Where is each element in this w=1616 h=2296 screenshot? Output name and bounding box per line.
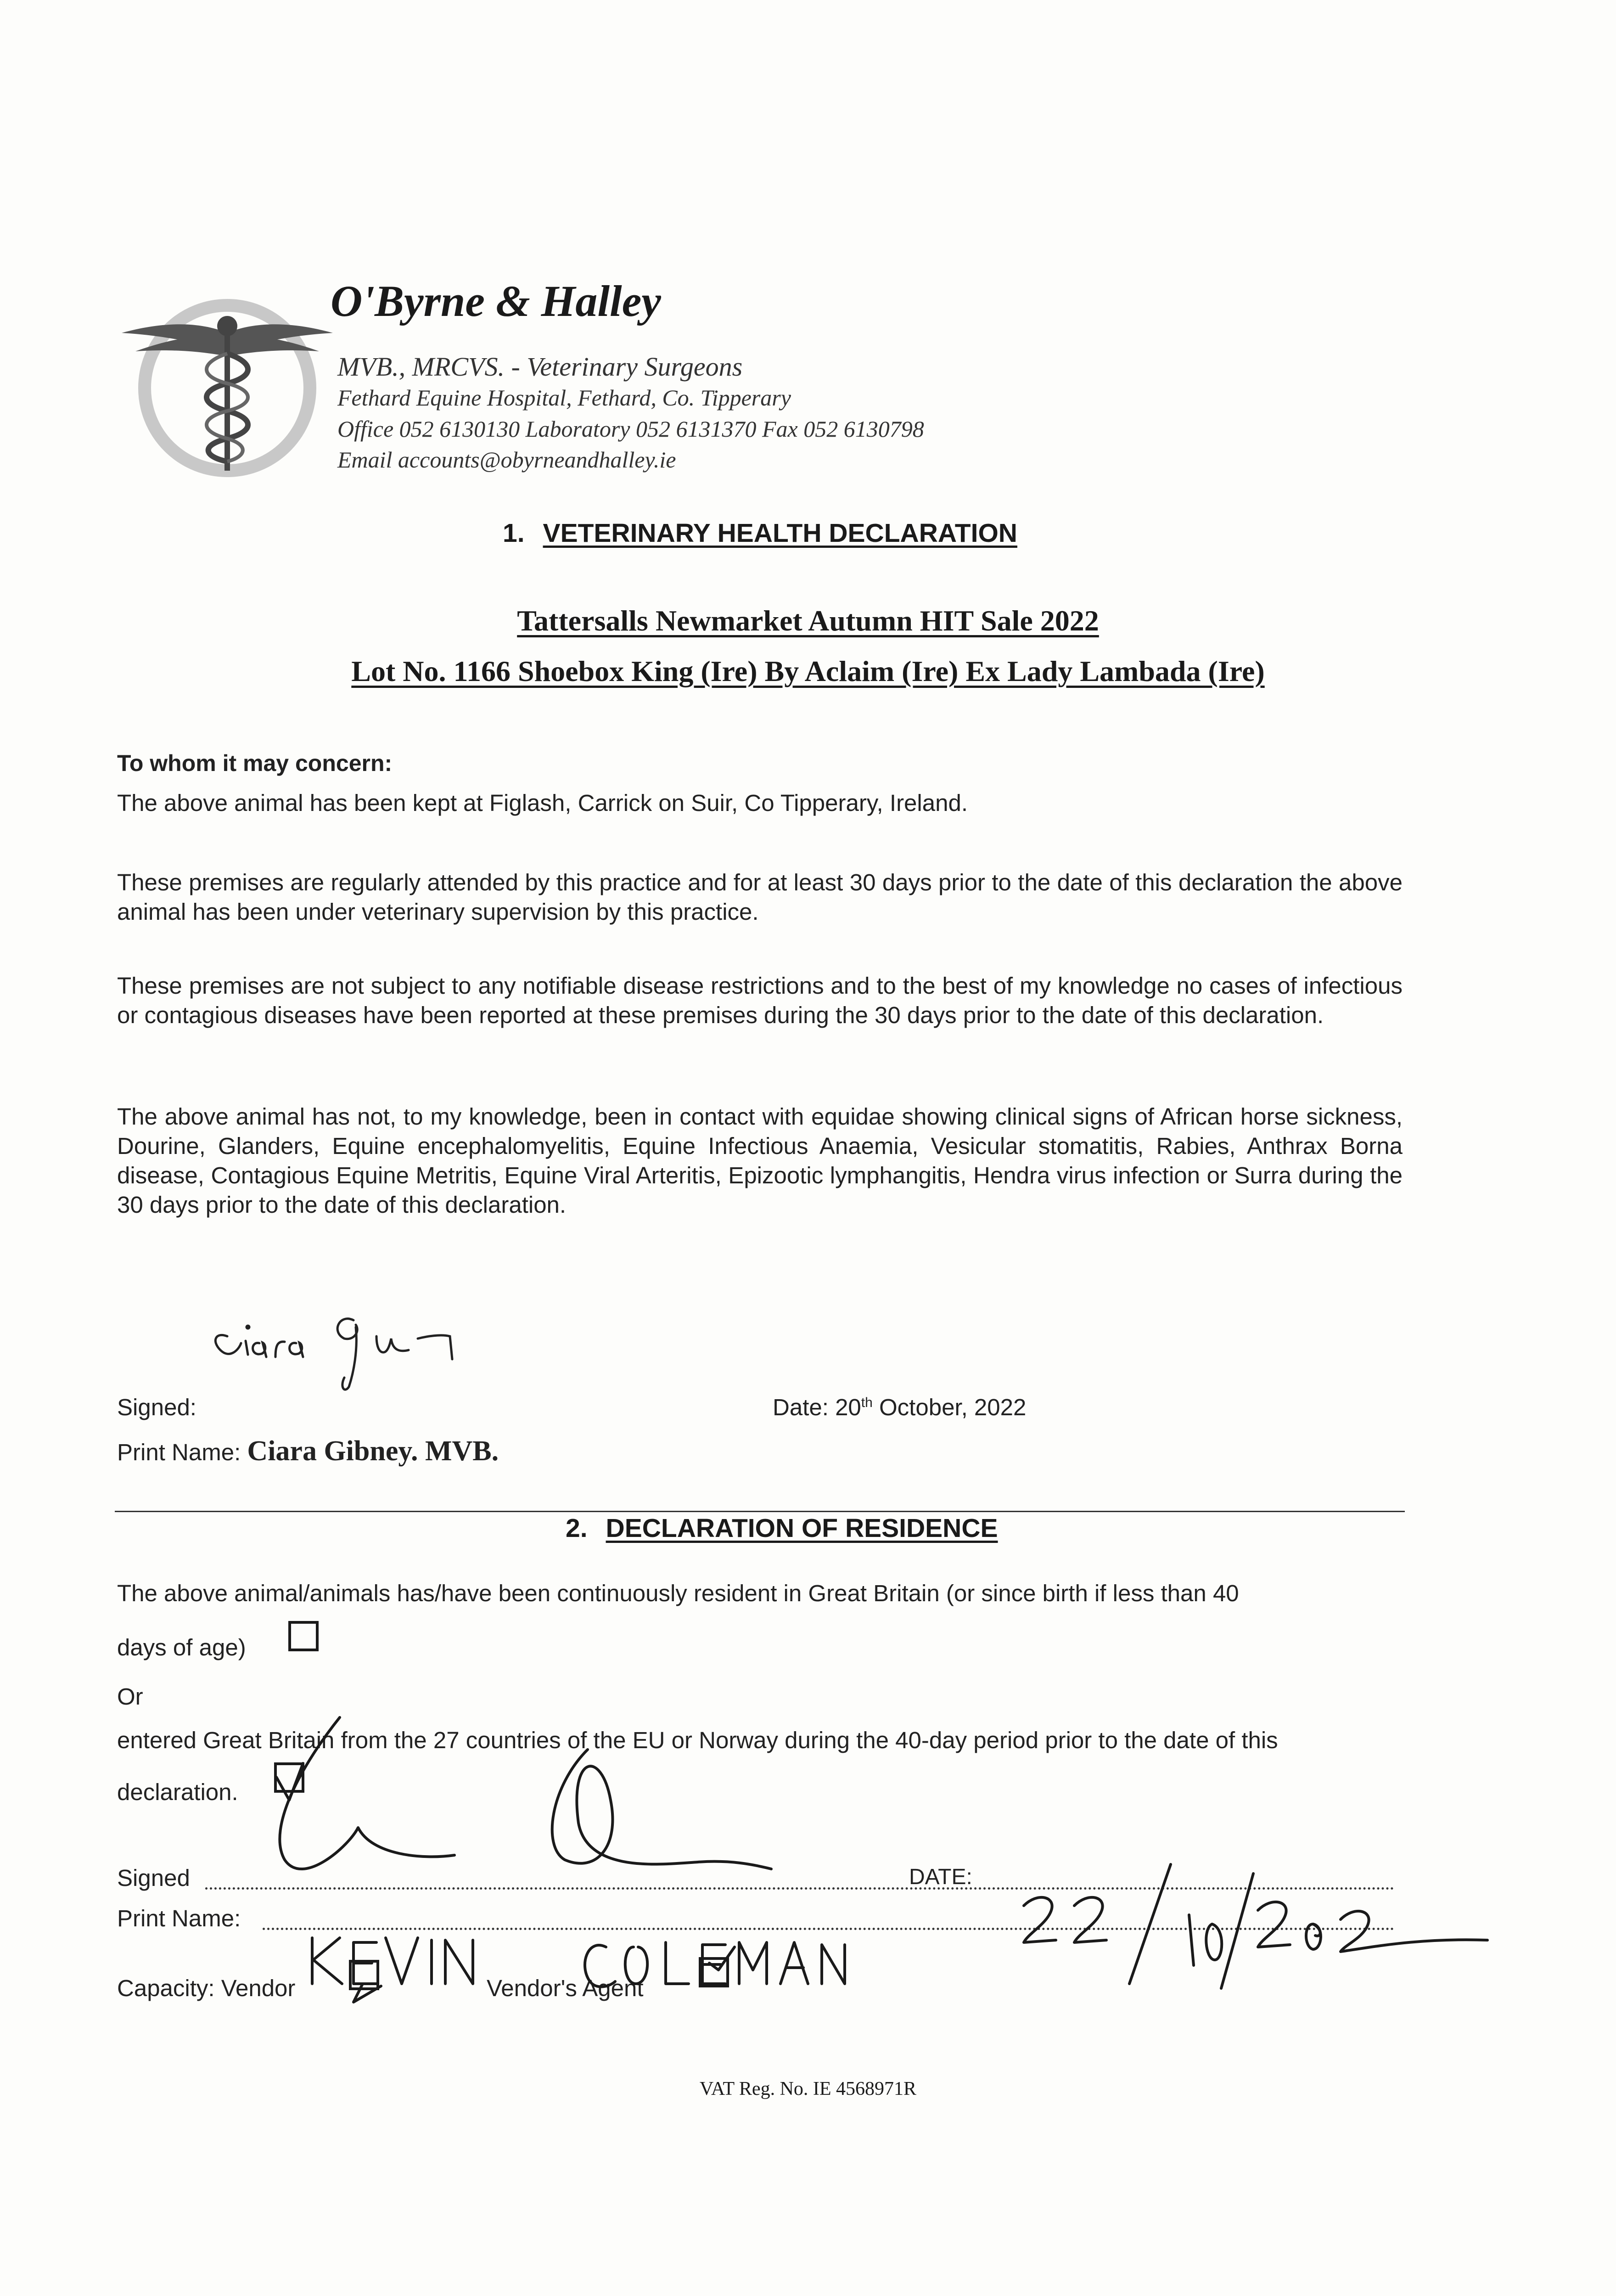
address: Fethard Equine Hospital, Fethard, Co. Tipperary xyxy=(337,385,791,411)
firm-name: O'Byrne & Halley xyxy=(331,276,661,326)
caduceus-logo-icon xyxy=(112,289,342,482)
vat-number: VAT Reg. No. IE 4568971R xyxy=(699,2078,917,2099)
vet-date-prefix: Date: 20 xyxy=(773,1394,861,1420)
vendor-print-name-label: Print Name: xyxy=(117,1905,241,1931)
residence-text-1: The above animal/animals has/have been continuously resident in Great Britain (or since birth if less than 40 xyxy=(117,1580,1239,1606)
section1-title: VETERINARY HEALTH DECLARATION xyxy=(543,518,1017,548)
section1-heading xyxy=(503,518,1017,548)
capacity-vendor-label: Capacity: Vendor xyxy=(117,1975,296,2001)
section-divider xyxy=(115,1511,1405,1512)
print-name-dotted-line xyxy=(263,1928,1394,1930)
residence-text-1b: days of age) xyxy=(117,1634,246,1660)
section2-number: 2. xyxy=(566,1514,588,1543)
vendors-agent-label: Vendor's Agent xyxy=(487,1975,644,2001)
salutation: To whom it may concern: xyxy=(117,750,393,776)
residence-text-2: entered Great Britain from the 27 countries of the EU or Norway during the 40-day period prior to the date of this xyxy=(117,1727,1278,1753)
vet-print-name xyxy=(117,1435,499,1468)
or-label: Or xyxy=(117,1683,143,1710)
phone-numbers: Office 052 6130130 Laboratory 052 6131370 Fax 052 6130798 xyxy=(337,416,924,442)
vet-signed-label: Signed: xyxy=(117,1394,196,1420)
vet-date xyxy=(773,1394,1026,1421)
qualifications: MVB., MRCVS. - Veterinary Surgeons xyxy=(337,352,743,382)
vendor-signed-label: Signed xyxy=(117,1865,190,1891)
section2-title: DECLARATION OF RESIDENCE xyxy=(606,1514,998,1543)
signature-dotted-line xyxy=(205,1887,1394,1890)
paragraph-kept-at: The above animal has been kept at Figlash, Carrick on Suir, Co Tipperary, Ireland. xyxy=(117,790,968,816)
print-name-value: Ciara Gibney. MVB. xyxy=(247,1435,499,1467)
section1-number: 1. xyxy=(503,518,525,548)
vet-signature xyxy=(202,1295,523,1396)
checkbox-vendor[interactable] xyxy=(349,1960,379,1990)
vendor-date-label: DATE: xyxy=(909,1865,972,1889)
vet-date-suffix: th xyxy=(861,1395,873,1410)
vet-date-rest: October, 2022 xyxy=(872,1394,1027,1420)
paragraph-contact: The above animal has not, to my knowledge, been in contact with equidae showing clinical signs of African horse sickness, Dourine, Glanders, Equine encephalomyelitis, Equine Infectious Anaemia, Vesicular stomatitis, Rabies, Anthrax Borna disease, Contagious Equine Metritis, Equine Viral Arteritis, Epizootic lymphangitis, Hendra virus infection or Surra during the 30 days prior to the date of this declaration. xyxy=(117,1103,1403,1218)
checkbox-vendors-agent[interactable] xyxy=(699,1957,729,1987)
sale-name: Tattersalls Newmarket Autumn HIT Sale 2022 xyxy=(517,604,1099,637)
checkbox-entered-from-eu[interactable] xyxy=(274,1762,304,1793)
lot-description: Lot No. 1166 Shoebox King (Ire) By Aclaim (Ire) Ex Lady Lambada (Ire) xyxy=(351,655,1265,687)
checkbox-resident-gb[interactable] xyxy=(288,1621,319,1651)
residence-text-2b: declaration. xyxy=(117,1779,238,1805)
print-name-label: Print Name: xyxy=(117,1439,247,1465)
email: Email accounts@obyrneandhalley.ie xyxy=(337,447,676,473)
paragraph-restrictions: These premises are not subject to any notifiable disease restrictions and to the best of my knowledge no cases of infectious or contagious diseases have been reported at these premises during the 30 days prior to the date of this declaration. xyxy=(117,973,1403,1028)
paragraph-supervision: These premises are regularly attended by this practice and for at least 30 days prior to the date of this declaration the above animal has been under veterinary supervision by this practice. xyxy=(117,869,1403,925)
section2-heading xyxy=(566,1513,998,1543)
